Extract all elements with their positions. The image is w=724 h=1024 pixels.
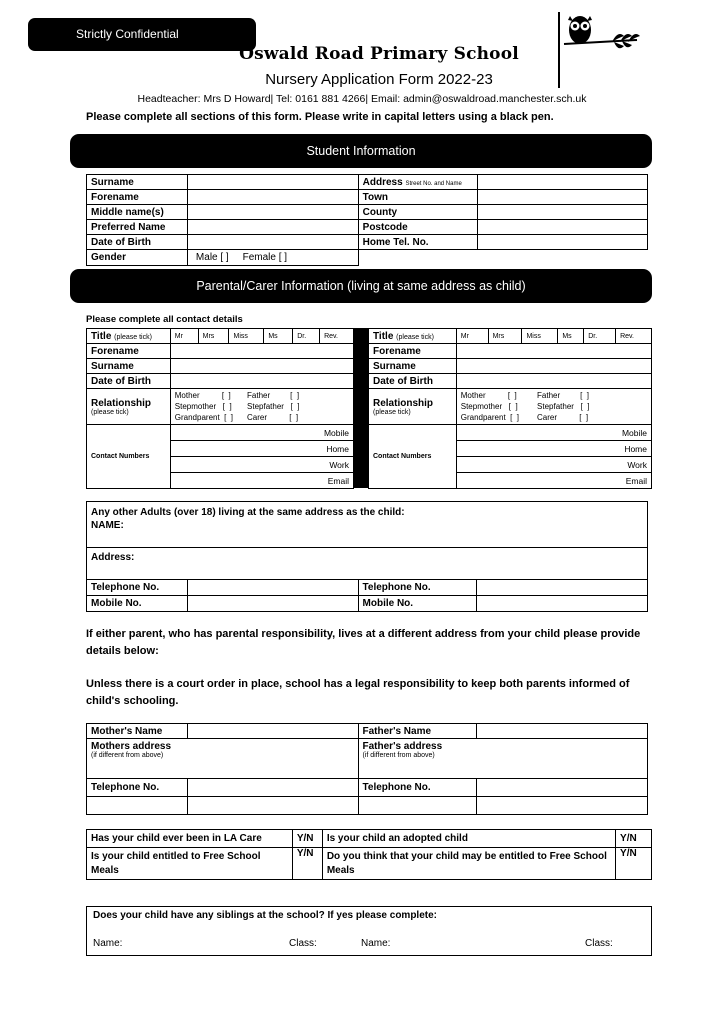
surname-field[interactable] — [170, 359, 353, 374]
surname-label: Surname — [369, 359, 457, 374]
work-field[interactable]: Work — [456, 457, 651, 473]
form-title: Nursery Application Form 2022-23 — [265, 71, 493, 88]
title-ms[interactable]: Ms — [264, 329, 293, 344]
father-extra-field-2[interactable] — [477, 797, 648, 815]
home-tel-label: Home Tel. No. — [358, 235, 477, 250]
forename-field[interactable] — [187, 190, 358, 205]
other-adults-heading[interactable]: Any other Adults (over 18) living at the same address as the child: NAME: — [87, 502, 648, 548]
may-free-meals-question: Do you think that your child may be entitled to Free School Meals — [322, 848, 615, 880]
contact-numbers-label: Contact Numbers — [87, 425, 171, 489]
relationship-label: Relationship (please tick) — [87, 389, 171, 425]
address-label: Address Street No. and Name — [358, 175, 477, 190]
school-name: Oswald Road Primary School — [239, 44, 519, 64]
title-rev[interactable]: Rev. — [320, 329, 354, 344]
siblings-box[interactable] — [86, 906, 652, 956]
gender-label: Gender — [87, 250, 188, 266]
sibling-1-name-label: Name: — [93, 938, 123, 949]
dob-field[interactable] — [187, 235, 358, 250]
sibling-1-class-label: Class: — [289, 938, 317, 949]
adopted-yn[interactable]: Y/N — [616, 830, 652, 848]
free-meals-question: Is your child entitled to Free School Meals — [87, 848, 293, 880]
email-field[interactable]: Email — [456, 473, 651, 489]
divider-line — [558, 12, 560, 88]
father-telephone-label: Telephone No. — [358, 779, 477, 797]
title-mrs[interactable]: Mrs — [198, 329, 229, 344]
mobile-label: Mobile No. — [87, 596, 188, 612]
dob-field[interactable] — [170, 374, 353, 389]
mobile-label-2: Mobile No. — [358, 596, 477, 612]
student-info-banner: Student Information — [70, 134, 652, 168]
work-field[interactable]: Work — [170, 457, 353, 473]
town-field[interactable] — [477, 190, 647, 205]
title-miss[interactable]: Miss — [229, 329, 264, 344]
mother-extra-field[interactable] — [87, 797, 188, 815]
relationship-col-2[interactable]: Father [ ] Stepfather [ ] Carer [ ] — [537, 391, 590, 422]
siblings-question: Does your child have any siblings at the school? If yes please complete: — [93, 910, 437, 921]
title-dr[interactable]: Dr. — [293, 329, 320, 344]
dob-field[interactable] — [456, 374, 651, 389]
gender-male[interactable]: Male [ ] — [195, 252, 229, 263]
preferred-name-label: Preferred Name — [87, 220, 188, 235]
title-miss[interactable]: Miss — [522, 329, 558, 344]
telephone-field-2[interactable] — [477, 580, 648, 596]
surname-label: Surname — [87, 175, 188, 190]
title-mr[interactable]: Mr — [170, 329, 198, 344]
la-care-question: Has your child ever been in LA Care — [87, 830, 293, 848]
father-name-label: Father's Name — [358, 724, 477, 739]
preferred-name-field[interactable] — [187, 220, 358, 235]
separate-address-para: If either parent, who has parental responsibility, lives at a different address from your child please provide details below: — [86, 628, 641, 657]
relationship-options[interactable] — [456, 389, 651, 425]
owl-logo-icon — [562, 12, 642, 58]
separate-parents-table — [86, 723, 648, 815]
dob-label: Date of Birth — [87, 235, 188, 250]
mother-extra-field-2[interactable] — [187, 797, 358, 815]
parent-separator — [354, 328, 368, 488]
mother-address-field[interactable]: Mothers address (if different from above) — [87, 739, 359, 779]
mother-name-field[interactable] — [187, 724, 358, 739]
home-field[interactable]: Home — [456, 441, 651, 457]
title-label: Title (please tick) — [87, 329, 171, 344]
father-extra-field[interactable] — [358, 797, 477, 815]
surname-label: Surname — [87, 359, 171, 374]
telephone-field[interactable] — [187, 580, 358, 596]
instruction: Please complete all sections of this form. Please write in capital letters using a black pen. — [86, 111, 554, 123]
gender-female[interactable]: Female [ ] — [242, 252, 288, 263]
title-mr[interactable]: Mr — [456, 329, 488, 344]
contact-numbers-label: Contact Numbers — [369, 425, 457, 489]
other-adults-address[interactable]: Address: — [87, 548, 648, 580]
middle-name-label: Middle name(s) — [87, 205, 188, 220]
surname-field[interactable] — [187, 175, 358, 190]
father-telephone-field[interactable] — [477, 779, 648, 797]
mother-telephone-label: Telephone No. — [87, 779, 188, 797]
relationship-label: Relationship (please tick) — [369, 389, 457, 425]
address-field[interactable] — [477, 175, 647, 190]
title-mrs[interactable]: Mrs — [488, 329, 522, 344]
care-table — [86, 829, 652, 880]
other-adults-table — [86, 501, 648, 612]
forename-label: Forename — [87, 190, 188, 205]
email-field[interactable]: Email — [170, 473, 353, 489]
home-tel-field[interactable] — [477, 235, 647, 250]
may-free-meals-yn[interactable]: Y/N — [616, 848, 652, 880]
gender-options[interactable] — [187, 250, 358, 266]
forename-field[interactable] — [170, 344, 353, 359]
postcode-label: Postcode — [358, 220, 477, 235]
forename-field[interactable] — [456, 344, 651, 359]
parent2-table — [368, 328, 652, 489]
postcode-field[interactable] — [477, 220, 647, 235]
telephone-label: Telephone No. — [87, 580, 188, 596]
father-address-field[interactable]: Father's address (if different from above) — [358, 739, 647, 779]
home-field[interactable]: Home — [170, 441, 353, 457]
county-field[interactable] — [477, 205, 647, 220]
la-care-yn[interactable]: Y/N — [292, 830, 322, 848]
mobile-field[interactable] — [187, 596, 358, 612]
mobile-field-2[interactable] — [477, 596, 648, 612]
mother-name-label: Mother's Name — [87, 724, 188, 739]
sibling-2-name-label: Name: — [361, 938, 391, 949]
sibling-2-class-label: Class: — [585, 938, 613, 949]
dob-label: Date of Birth — [87, 374, 171, 389]
mobile-field[interactable]: Mobile — [456, 425, 651, 441]
forename-label: Forename — [87, 344, 171, 359]
parent-info-banner: Parental/Carer Information (living at same address as child) — [70, 269, 652, 303]
mother-telephone-field[interactable] — [187, 779, 358, 797]
confidential-badge: Strictly Confidential — [28, 18, 256, 51]
student-table — [86, 174, 648, 266]
county-label: County — [358, 205, 477, 220]
mobile-field[interactable]: Mobile — [170, 425, 353, 441]
contact-note: Please complete all contact details — [86, 314, 243, 325]
relationship-col-1[interactable]: Mother [ ] Stepmother [ ] Grandparent [ ] — [174, 391, 234, 422]
middle-name-field[interactable] — [187, 205, 358, 220]
parent1-table — [86, 328, 354, 489]
court-order-para: Unless there is a court order in place, school has a legal responsibility to keep both parents informed of child's schooling. — [86, 678, 630, 707]
father-name-field[interactable] — [477, 724, 648, 739]
town-label: Town — [358, 190, 477, 205]
title-ms[interactable]: Ms — [558, 329, 584, 344]
relationship-options[interactable] — [170, 389, 353, 425]
title-label: Title (please tick) — [369, 329, 457, 344]
contact-line: Headteacher: Mrs D Howard| Tel: 0161 881 4266| Email: admin@oswaldroad.manchester.sch.uk — [137, 93, 587, 105]
title-dr[interactable]: Dr. — [584, 329, 616, 344]
surname-field[interactable] — [456, 359, 651, 374]
forename-label: Forename — [369, 344, 457, 359]
dob-label: Date of Birth — [369, 374, 457, 389]
title-rev[interactable]: Rev. — [616, 329, 652, 344]
free-meals-yn[interactable]: Y/N — [292, 848, 322, 880]
relationship-col-2[interactable]: Father [ ] Stepfather [ ] Carer [ ] — [247, 391, 300, 422]
adopted-question: Is your child an adopted child — [322, 830, 615, 848]
relationship-col-1[interactable]: Mother [ ] Stepmother [ ] Grandparent [ ] — [460, 391, 520, 422]
telephone-label-2: Telephone No. — [358, 580, 477, 596]
